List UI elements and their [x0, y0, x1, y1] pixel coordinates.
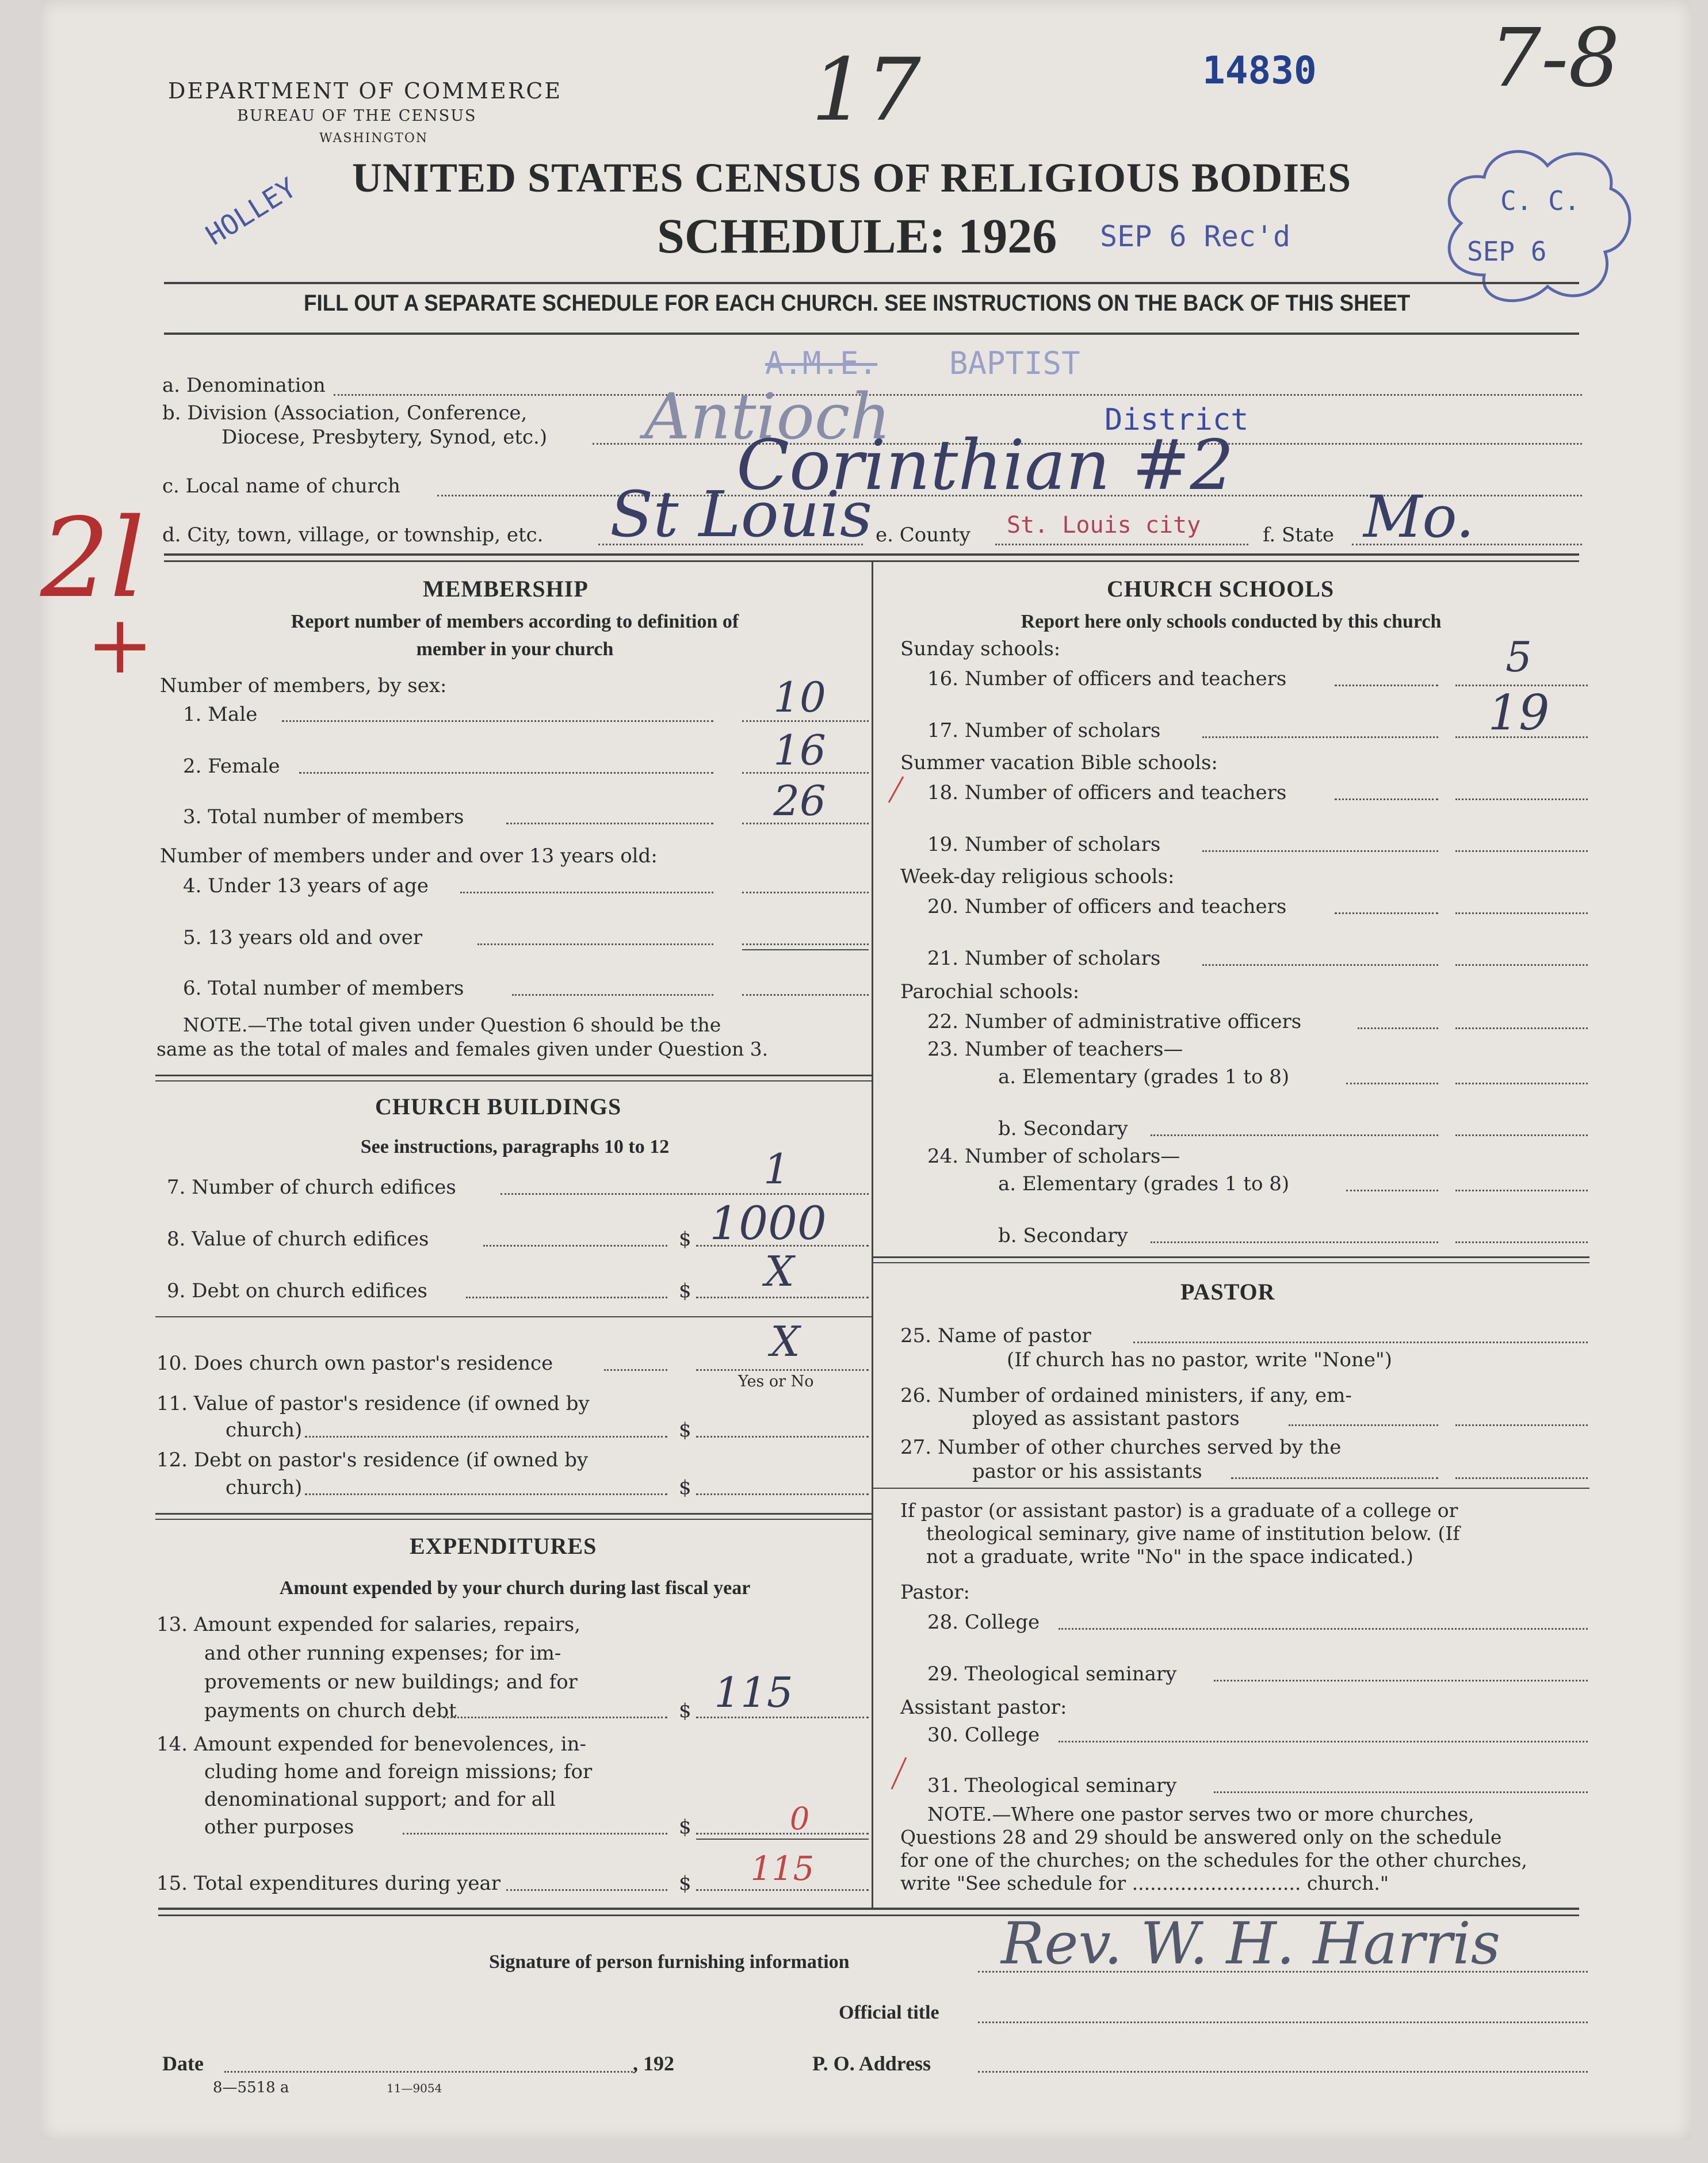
q24a-label: a. Elementary (grades 1 to 8): [998, 1172, 1290, 1195]
q16-value: 5: [1506, 633, 1532, 681]
summer-schools-label: Summer vacation Bible schools:: [900, 751, 1218, 774]
q10-answer-line: [696, 1369, 869, 1371]
q13-dots: [443, 1717, 667, 1718]
q24a-answer-line: [1455, 1190, 1588, 1191]
membership-note-1: NOTE.—The total given under Question 6 should be the: [183, 1014, 721, 1036]
q9-answer-line: [696, 1297, 869, 1298]
assistant-pastor-subheading: Assistant pastor:: [900, 1696, 1067, 1719]
official-title-line: [978, 2021, 1588, 2023]
signature-value: Rev. W. H. Harris: [1001, 1910, 1501, 1977]
q23a-answer-line: [1455, 1083, 1588, 1084]
q4-under13-label: 4. Under 13 years of age: [183, 874, 429, 897]
q5-over13-label: 5. 13 years old and over: [183, 926, 423, 949]
denomination-label: a. Denomination: [162, 374, 326, 397]
q10-label: 10. Does church own pastor's residence: [156, 1352, 553, 1375]
q15-label: 15. Total expenditures during year: [156, 1872, 501, 1895]
q31-red-check: [889, 1755, 912, 1795]
q17-label: 17. Number of scholars: [927, 719, 1161, 742]
members-by-sex-label: Number of members, by sex:: [160, 674, 447, 697]
q22-dots: [1358, 1027, 1438, 1029]
q12-answer-line: [696, 1493, 869, 1495]
q18-label: 18. Number of officers and teachers: [927, 781, 1287, 804]
division-hand-value: Antioch: [644, 380, 891, 453]
q18-red-check: [886, 774, 909, 808]
q24a-dots: [1346, 1190, 1438, 1191]
schedule-title: SCHEDULE: 1926: [657, 208, 1057, 263]
q15-dots: [506, 1889, 667, 1891]
q24b-dots: [1151, 1241, 1438, 1243]
pastor-note-1: NOTE.—Where one pastor serves two or more churches,: [927, 1803, 1474, 1825]
print-number: 11—9054: [387, 2081, 442, 2095]
q8-dots: [483, 1245, 667, 1247]
q23-label: 23. Number of teachers—: [927, 1038, 1183, 1061]
rule-buildings-end-a: [155, 1513, 872, 1515]
denomination-line: [334, 394, 1582, 396]
red-margin-mark: 2l: [40, 495, 145, 622]
q29-line: [1214, 1680, 1588, 1682]
q11-answer-line: [696, 1436, 869, 1438]
q20-answer-line: [1455, 912, 1588, 914]
rule-membership-a: [155, 1075, 872, 1076]
q4-answer-line: [742, 892, 869, 893]
q6-total-label: 6. Total number of members: [183, 977, 464, 1000]
q17-value: 19: [1488, 685, 1550, 741]
local-name-value: Corinthian #2: [736, 426, 1234, 506]
q3-total-label: 3. Total number of members: [183, 805, 464, 828]
schools-title: CHURCH SCHOOLS: [1107, 576, 1335, 602]
q14-label-4: other purposes: [204, 1816, 354, 1839]
membership-note-2: same as the total of males and females given under Question 3.: [156, 1038, 769, 1060]
q27-label-2: pastor or his assistants: [972, 1460, 1202, 1483]
division-label-2: Diocese, Presbytery, Synod, etc.): [221, 426, 548, 449]
holley-stamp: HOLLEY: [200, 171, 303, 252]
local-name-label: c. Local name of church: [162, 475, 400, 498]
q2-female-label: 2. Female: [183, 755, 280, 778]
rule-membership-b: [155, 1080, 872, 1082]
q4-dots: [460, 892, 713, 893]
date-year-suffix: , 192: [633, 2052, 674, 2075]
expenditures-title: EXPENDITURES: [410, 1533, 597, 1559]
q27-label-1: 27. Number of other churches served by the: [900, 1436, 1342, 1459]
q25-note: (If church has no pastor, write "None"): [1007, 1348, 1392, 1371]
pastor-note-3: for one of the churches; on the schedules for the other churches,: [900, 1849, 1527, 1871]
q15-dollar: $: [679, 1872, 691, 1895]
po-address-line: [978, 2071, 1588, 2073]
po-address-label: P. O. Address: [812, 2052, 931, 2075]
file-number-stamp: 14830: [1202, 48, 1317, 93]
state-label: f. State: [1263, 523, 1334, 547]
q11-dollar: $: [679, 1419, 691, 1442]
q23b-answer-line: [1455, 1134, 1588, 1136]
q22-answer-line: [1455, 1027, 1588, 1029]
q11-dots: [305, 1436, 667, 1438]
q19-dots: [1202, 850, 1438, 852]
q13-label-4: payments on church debt: [204, 1699, 457, 1722]
instructions-bar: FILL OUT A SEPARATE SCHEDULE FOR EACH CHURCH. SEE INSTRUCTIONS ON THE BACK OF THIS SHEET: [304, 291, 1411, 316]
q10-dots: [604, 1369, 667, 1371]
column-divider: [872, 561, 873, 1908]
members-by-age-label: Number of members under and over 13 years old:: [160, 844, 658, 868]
q13-answer-line: [696, 1717, 869, 1718]
q1-male-value: 10: [773, 673, 826, 721]
received-stamp: SEP 6 Rec'd: [1100, 220, 1291, 253]
cc-stamp-text: C. C.: [1500, 185, 1580, 216]
q30-line: [1059, 1741, 1588, 1742]
q21-label: 21. Number of scholars: [927, 947, 1161, 970]
q9-label: 9. Debt on church edifices: [167, 1279, 427, 1302]
schools-subtitle: Report here only schools conducted by this church: [1021, 611, 1442, 632]
weekday-schools-label: Week-day religious schools:: [900, 865, 1175, 888]
q8-label: 8. Value of church edifices: [167, 1228, 429, 1251]
q16-label: 16. Number of officers and teachers: [927, 667, 1287, 690]
q7-label: 7. Number of church edifices: [167, 1176, 456, 1199]
q13-label-1: 13. Amount expended for salaries, repairs,: [156, 1613, 581, 1636]
rule-buildings-end-b: [155, 1519, 872, 1520]
q5-answer-line-b: [742, 949, 869, 950]
q13-dollar: $: [679, 1699, 691, 1722]
expenditures-subtitle: Amount expended by your church during last fiscal year: [279, 1577, 751, 1599]
q14-label-1: 14. Amount expended for benevolences, in-: [156, 1733, 587, 1756]
pastor-note-4: write "See schedule for ............................ church.": [900, 1872, 1389, 1894]
q7-answer-line: [690, 1193, 869, 1195]
q5-answer-line: [742, 943, 869, 945]
city-value: St Louis: [610, 477, 873, 551]
q20-dots: [1335, 912, 1438, 914]
q28-line: [1059, 1628, 1588, 1630]
q1-male-label: 1. Male: [183, 703, 258, 726]
q13-value: 115: [714, 1668, 793, 1717]
q26-answer-line: [1455, 1424, 1588, 1426]
rule-pastor: [873, 1488, 1589, 1489]
q2-female-value: 16: [773, 726, 826, 774]
q14-dollar: $: [679, 1816, 691, 1839]
q12-dollar: $: [679, 1476, 691, 1499]
rule-instructions: [164, 333, 1579, 335]
q20-label: 20. Number of officers and teachers: [927, 895, 1287, 918]
form-title: UNITED STATES CENSUS OF RELIGIOUS BODIES: [352, 155, 1352, 201]
q14-value: 0: [789, 1801, 810, 1837]
q14-label-3: denominational support; and for all: [204, 1788, 556, 1811]
q16-dots: [1335, 685, 1438, 686]
q31-label: 31. Theological seminary: [927, 1774, 1177, 1797]
q31-line: [1214, 1791, 1588, 1793]
q18-answer-line: [1455, 798, 1588, 800]
q14-dots: [403, 1833, 667, 1835]
form-number: 8—5518 a: [213, 2079, 289, 2096]
denomination-value: BAPTIST: [949, 345, 1080, 381]
rule-top: [164, 282, 1579, 284]
date-line: [224, 2071, 633, 2073]
q27-answer-line: [1455, 1477, 1588, 1479]
q13-label-3: provements or new buildings; and for: [204, 1671, 578, 1694]
sunday-schools-label: Sunday schools:: [900, 637, 1061, 660]
membership-subtitle-1: Report number of members according to definition of: [291, 611, 739, 632]
q22-label: 22. Number of administrative officers: [927, 1010, 1302, 1033]
q1-dots: [282, 720, 713, 722]
city-heading: WASHINGTON: [319, 131, 429, 146]
q9-value: X: [765, 1247, 794, 1295]
rule-schools-b: [873, 1262, 1589, 1263]
q3-dots: [506, 823, 713, 824]
county-line: [995, 544, 1248, 545]
q9-dollar: $: [679, 1279, 691, 1302]
q12-label-1: 12. Debt on pastor's residence (if owned by: [156, 1449, 589, 1472]
pastor-subheading: Pastor:: [900, 1581, 970, 1604]
q23b-label: b. Secondary: [998, 1117, 1128, 1140]
graduate-instructions-2: theological seminary, give name of institution below. (If: [926, 1522, 1460, 1545]
q10-value: X: [770, 1317, 800, 1366]
q26-label-1: 26. Number of ordained ministers, if any, em-: [900, 1384, 1352, 1407]
q24-label: 24. Number of scholars—: [927, 1145, 1180, 1168]
q10-yes-no-hint: Yes or No: [738, 1373, 814, 1390]
q15-value: 115: [750, 1849, 815, 1888]
q11-label-1: 11. Value of pastor's residence (if owned by: [156, 1392, 590, 1415]
division-label-1: b. Division (Association, Conference,: [162, 402, 528, 425]
denomination-crossed-value: A.M.E.: [765, 345, 878, 381]
signature-label: Signature of person furnishing information: [489, 1951, 850, 1973]
q12-label-2: church): [226, 1476, 303, 1499]
q24b-label: b. Secondary: [998, 1224, 1128, 1247]
q11-label-2: church): [226, 1419, 303, 1442]
q7-dots: [500, 1193, 713, 1195]
q30-label: 30. College: [927, 1723, 1040, 1747]
q14-answer-line-b: [696, 1839, 869, 1840]
q14-label-2: cluding home and foreign missions; for: [204, 1760, 593, 1783]
department-heading: DEPARTMENT OF COMMERCE: [168, 78, 563, 104]
q13-label-2: and other running expenses; for im-: [204, 1642, 561, 1665]
q26-dots: [1289, 1424, 1438, 1426]
q18-dots: [1335, 798, 1438, 800]
q29-label: 29. Theological seminary: [927, 1663, 1177, 1686]
q23b-dots: [1151, 1134, 1438, 1136]
handwritten-17: 17: [811, 40, 921, 140]
q6-answer-line: [742, 994, 869, 996]
buildings-title: CHURCH BUILDINGS: [375, 1094, 622, 1119]
q27-dots: [1231, 1477, 1438, 1479]
rule-identity-a: [164, 553, 1579, 556]
q12-dots: [305, 1493, 667, 1495]
q15-answer-line: [696, 1889, 869, 1891]
rule-schools-a: [873, 1256, 1589, 1258]
q17-dots: [1202, 736, 1438, 738]
q23a-dots: [1346, 1083, 1438, 1084]
bureau-heading: BUREAU OF THE CENSUS: [237, 107, 477, 125]
q19-answer-line: [1455, 850, 1588, 852]
parochial-schools-label: Parochial schools:: [900, 980, 1080, 1003]
cc-stamp-date: SEP 6: [1467, 236, 1547, 267]
q9-dots: [466, 1297, 667, 1298]
graduate-instructions-3: not a graduate, write "No" in the space indicated.): [926, 1545, 1413, 1568]
q25-dots: [1133, 1342, 1588, 1343]
q21-dots: [1202, 964, 1438, 966]
pastor-title: PASTOR: [1180, 1279, 1275, 1305]
q26-label-2: ployed as assistant pastors: [972, 1407, 1240, 1430]
cc-stamp-cloud: [1427, 137, 1640, 315]
q3-total-value: 26: [773, 777, 826, 825]
handwritten-7-8: 7-8: [1490, 12, 1620, 105]
division-typed-value: District: [1105, 403, 1249, 437]
q8-value: 1000: [709, 1197, 827, 1250]
q7-value: 1: [763, 1145, 790, 1193]
membership-subtitle-2: member in your church: [416, 639, 614, 660]
q28-label: 28. College: [927, 1611, 1040, 1634]
q24b-answer-line: [1455, 1241, 1588, 1243]
q6-dots: [512, 994, 713, 996]
pastor-note-2: Questions 28 and 29 should be answered only on the schedule: [900, 1826, 1502, 1848]
official-title-label: Official title: [839, 2002, 939, 2023]
q23a-label: a. Elementary (grades 1 to 8): [998, 1065, 1290, 1088]
q2-dots: [299, 772, 713, 774]
city-label: d. City, town, village, or township, etc.: [162, 523, 544, 547]
q8-dollar: $: [679, 1228, 691, 1251]
state-value: Mo.: [1363, 483, 1474, 551]
county-value: St. Louis city: [1007, 512, 1201, 538]
county-label: e. County: [876, 523, 970, 547]
buildings-subtitle: See instructions, paragraphs 10 to 12: [360, 1136, 670, 1157]
membership-title: MEMBERSHIP: [423, 576, 589, 602]
q25-label: 25. Name of pastor: [900, 1324, 1091, 1347]
q19-label: 19. Number of scholars: [927, 833, 1161, 856]
q21-answer-line: [1455, 964, 1588, 966]
date-label: Date: [162, 2052, 204, 2075]
graduate-instructions-1: If pastor (or assistant pastor) is a graduate of a college or: [900, 1499, 1458, 1522]
red-plus-mark: +: [86, 598, 154, 692]
q5-dots: [477, 943, 713, 945]
